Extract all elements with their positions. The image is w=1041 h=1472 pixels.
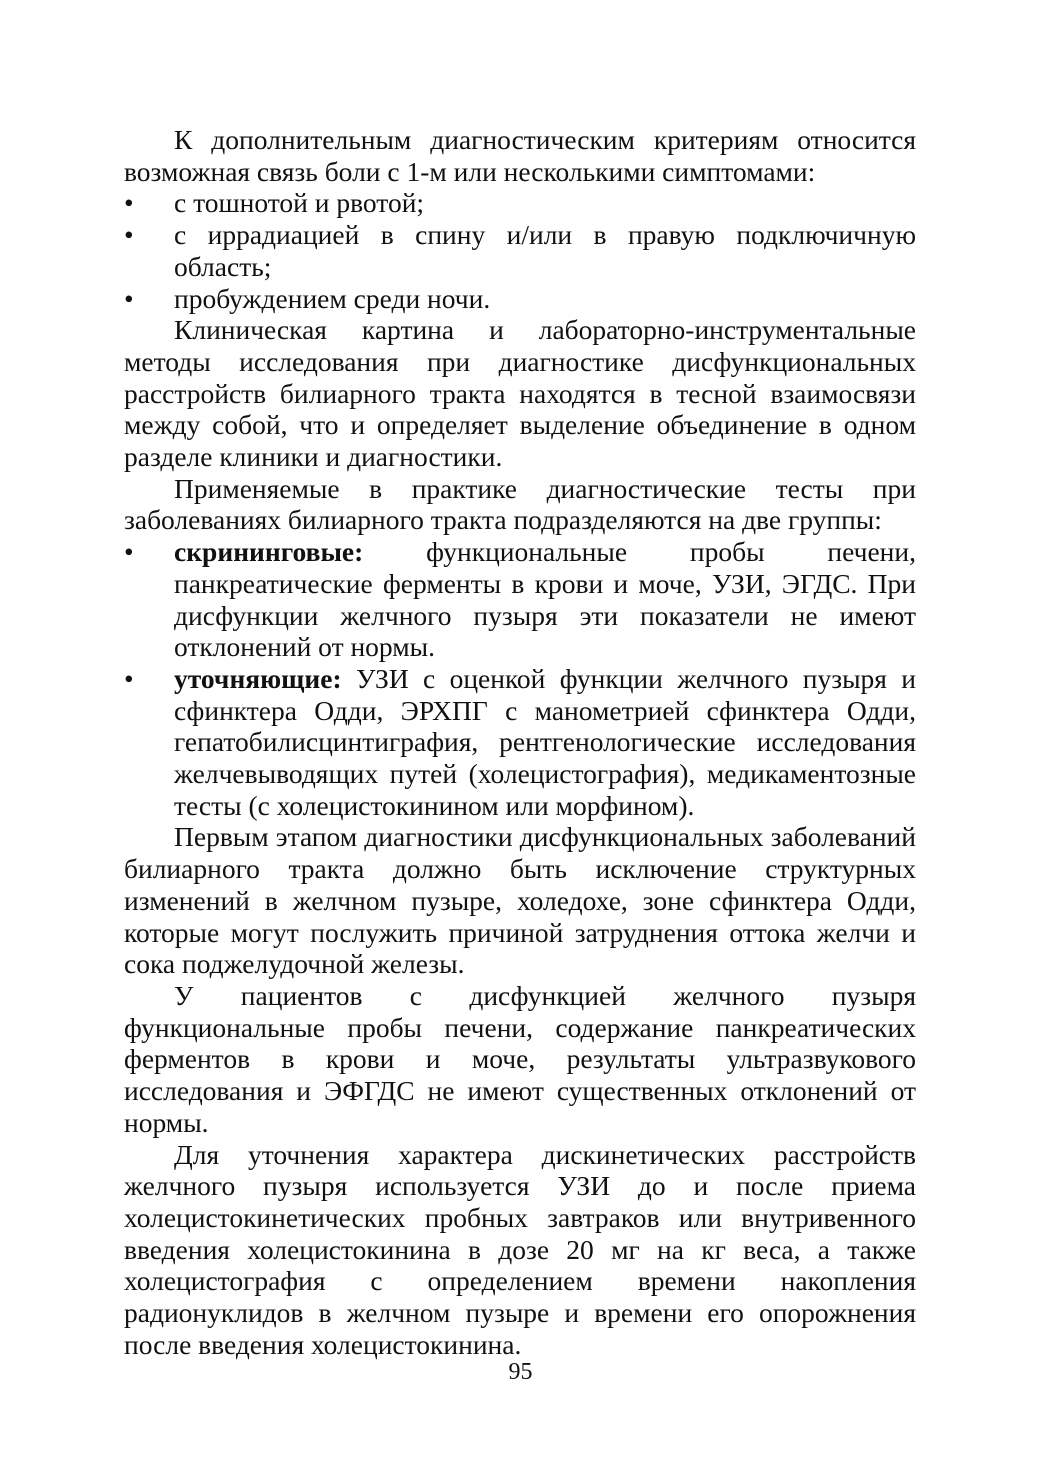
list-item-text: с иррадиацией в спину и/или в правую подключичную область; xyxy=(174,219,916,282)
list-item xyxy=(124,663,916,822)
page-body xyxy=(124,124,916,1360)
list-item xyxy=(124,283,916,315)
list-item-text: функциональные пробы печени, панкреатические ферменты в крови и моче, УЗИ, ЭГДС. При дисфункции желчного пузыря эти показатели не имеют отклонений от нормы. xyxy=(174,536,916,663)
paragraph-additional-criteria: К дополнительным диагностическим критериям относится возможная связь боли с 1-м или несколькими симптомами: xyxy=(124,124,916,187)
term-screening: скрининговые: xyxy=(174,536,364,568)
bullet-icon: • xyxy=(124,662,134,694)
list-item xyxy=(124,187,916,219)
paragraph-clinical-picture: Клиническая картина и лабораторно-инструментальные методы исследования при диагностике дисфункциональных расстройств билиарного тракта находятся в тесной взаимосвязи между собой, что и определяет выделение объединение в одном разделе клиники и диагностики. xyxy=(124,314,916,473)
page-number: 95 xyxy=(508,1359,533,1385)
symptoms-list xyxy=(124,187,916,314)
list-item-text: УЗИ с оценкой функции желчного пузыря и сфинктера Одди, ЭРХПГ с манометрией сфинктера Одди, гепатобилисцинтиграфия, рентгенологические исследования желчевыводящих путей (холецистография), медикаментозные тесты (с холецистокинином или морфином). xyxy=(174,662,916,821)
list-item-text: пробуждением среди ночи. xyxy=(174,282,491,314)
list-item-text: с тошнотой и рвотой; xyxy=(174,187,425,219)
paragraph-gallbladder-dysfunction: У пациентов с дисфункцией желчного пузыря функциональные пробы печени, содержание панкреатических ферментов в крови и моче, результаты ультразвукового исследования и ЭФГДС не имеют существенных отклонений от нормы. xyxy=(124,979,916,1138)
term-clarifying: уточняющие: xyxy=(174,662,342,694)
bullet-icon: • xyxy=(124,219,134,251)
paragraph-dyskinetic-disorders: Для уточнения характера дискинетических расстройств желчного пузыря используется УЗИ до и после приема холецистокинетических пробных завтраков или внутривенного введения холецистокинина в дозе 20 мг на кг веса, а также холецистография с определением времени накопления радионуклидов в желчном пузыре и времени его опорожнения после введения холецистокинина. xyxy=(124,1138,916,1360)
test-groups-list xyxy=(124,536,916,821)
list-item xyxy=(124,536,916,663)
bullet-icon: • xyxy=(124,187,134,219)
bullet-icon: • xyxy=(124,536,134,568)
paragraph-first-stage: Первым этапом диагностики дисфункциональных заболеваний билиарного тракта должно быть исключение структурных изменений в желчном пузыре, холедохе, зоне сфинктера Одди, которые могут послужить причиной затруднения оттока желчи и сока поджелудочной железы. xyxy=(124,821,916,980)
bullet-icon: • xyxy=(124,282,134,314)
list-item xyxy=(124,219,916,282)
paragraph-test-groups: Применяемые в практике диагностические тесты при заболеваниях билиарного тракта подразделяются на две группы: xyxy=(124,472,916,536)
